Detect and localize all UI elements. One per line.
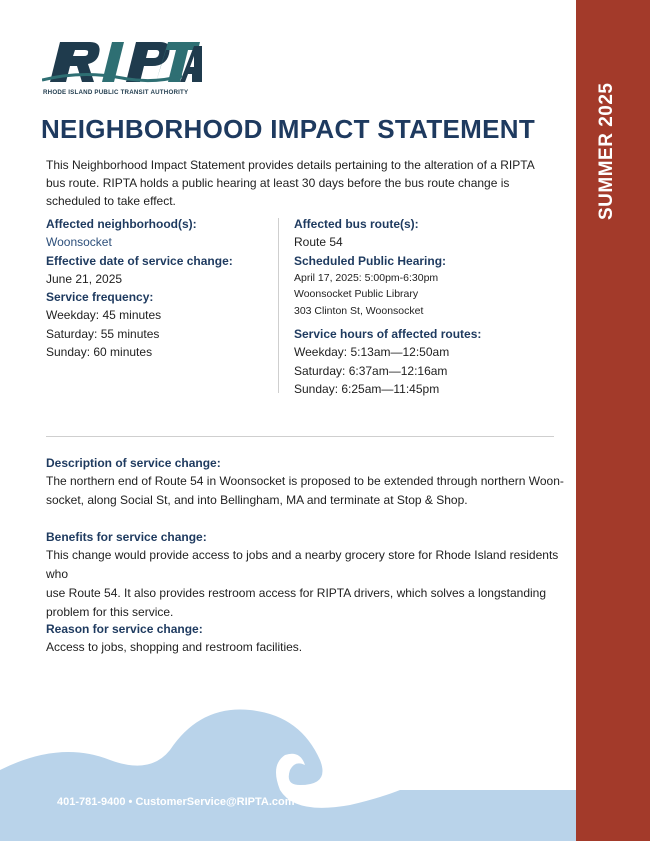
right-info-column xyxy=(294,215,554,399)
reason-line: Access to jobs, shopping and restroom facilities. xyxy=(46,640,303,654)
page-title: NEIGHBORHOOD IMPACT STATEMENT xyxy=(40,114,536,144)
column-divider xyxy=(278,218,279,393)
neighborhood-value: Woonsocket xyxy=(46,235,112,249)
neighborhood-label: Affected neighborhood(s): xyxy=(46,217,197,231)
description-line: socket, along Social St, and into Bellingham, MA and terminate at Stop & Shop. xyxy=(46,493,468,507)
service-hours-label: Service hours of affected routes: xyxy=(294,327,482,341)
benefits-section xyxy=(46,528,566,622)
routes-label: Affected bus route(s): xyxy=(294,217,419,231)
routes-value: Route 54 xyxy=(294,235,343,249)
hearing-address: 303 Clinton St, Woonsocket xyxy=(294,304,424,317)
left-info-column xyxy=(46,215,261,362)
service-frequency-label: Service frequency: xyxy=(46,290,154,304)
benefits-line: problem for this service. xyxy=(46,605,174,619)
description-section xyxy=(46,454,566,510)
footer-contact: 401-781-9400 • CustomerService@RIPTA.com xyxy=(57,796,295,808)
hearing-label: Scheduled Public Hearing: xyxy=(294,253,447,268)
logo-subtitle: RHODE ISLAND PUBLIC TRANSIT AUTHORITY xyxy=(43,89,189,96)
hours-sunday: Sunday: 6:25am—11:45pm xyxy=(294,382,440,396)
description-label: Description of service change: xyxy=(46,456,221,470)
frequency-sunday: Sunday: 60 minutes xyxy=(46,345,153,359)
wave-graphic xyxy=(0,700,576,841)
effective-date-label: Effective date of service change: xyxy=(46,253,233,268)
benefits-label: Benefits for service change: xyxy=(46,530,207,544)
description-line: The northern end of Route 54 in Woonsocket is proposed to be extended through northern Woon- xyxy=(46,474,564,488)
reason-label: Reason for service change: xyxy=(46,622,203,636)
hours-saturday: Saturday: 6:37am—12:16am xyxy=(294,363,448,378)
frequency-saturday: Saturday: 55 minutes xyxy=(46,326,160,341)
intro-paragraph: This Neighborhood Impact Statement provides details pertaining to the alteration of a RIPTA bus route. RIPTA holds a public hearing at least 30 days before the bus route change is scheduled to take effect. xyxy=(46,158,535,208)
frequency-weekday: Weekday: 45 minutes xyxy=(46,308,162,322)
hearing-location: Woonsocket Public Library xyxy=(294,288,419,300)
hours-weekday: Weekday: 5:13am—12:50am xyxy=(294,345,450,359)
reason-section xyxy=(46,620,566,657)
effective-date-value: June 21, 2025 xyxy=(46,271,123,286)
season-label: SUMMER 2025 xyxy=(596,82,617,220)
hearing-date: April 17, 2025: 5:00pm-6:30pm xyxy=(294,271,439,284)
benefits-line: use Route 54. It also provides restroom access for RIPTA drivers, which solves a longstanding xyxy=(46,586,547,600)
section-divider xyxy=(46,436,554,437)
benefits-line: This change would provide access to jobs and a nearby grocery store for Rhode Island residents who xyxy=(46,548,559,581)
